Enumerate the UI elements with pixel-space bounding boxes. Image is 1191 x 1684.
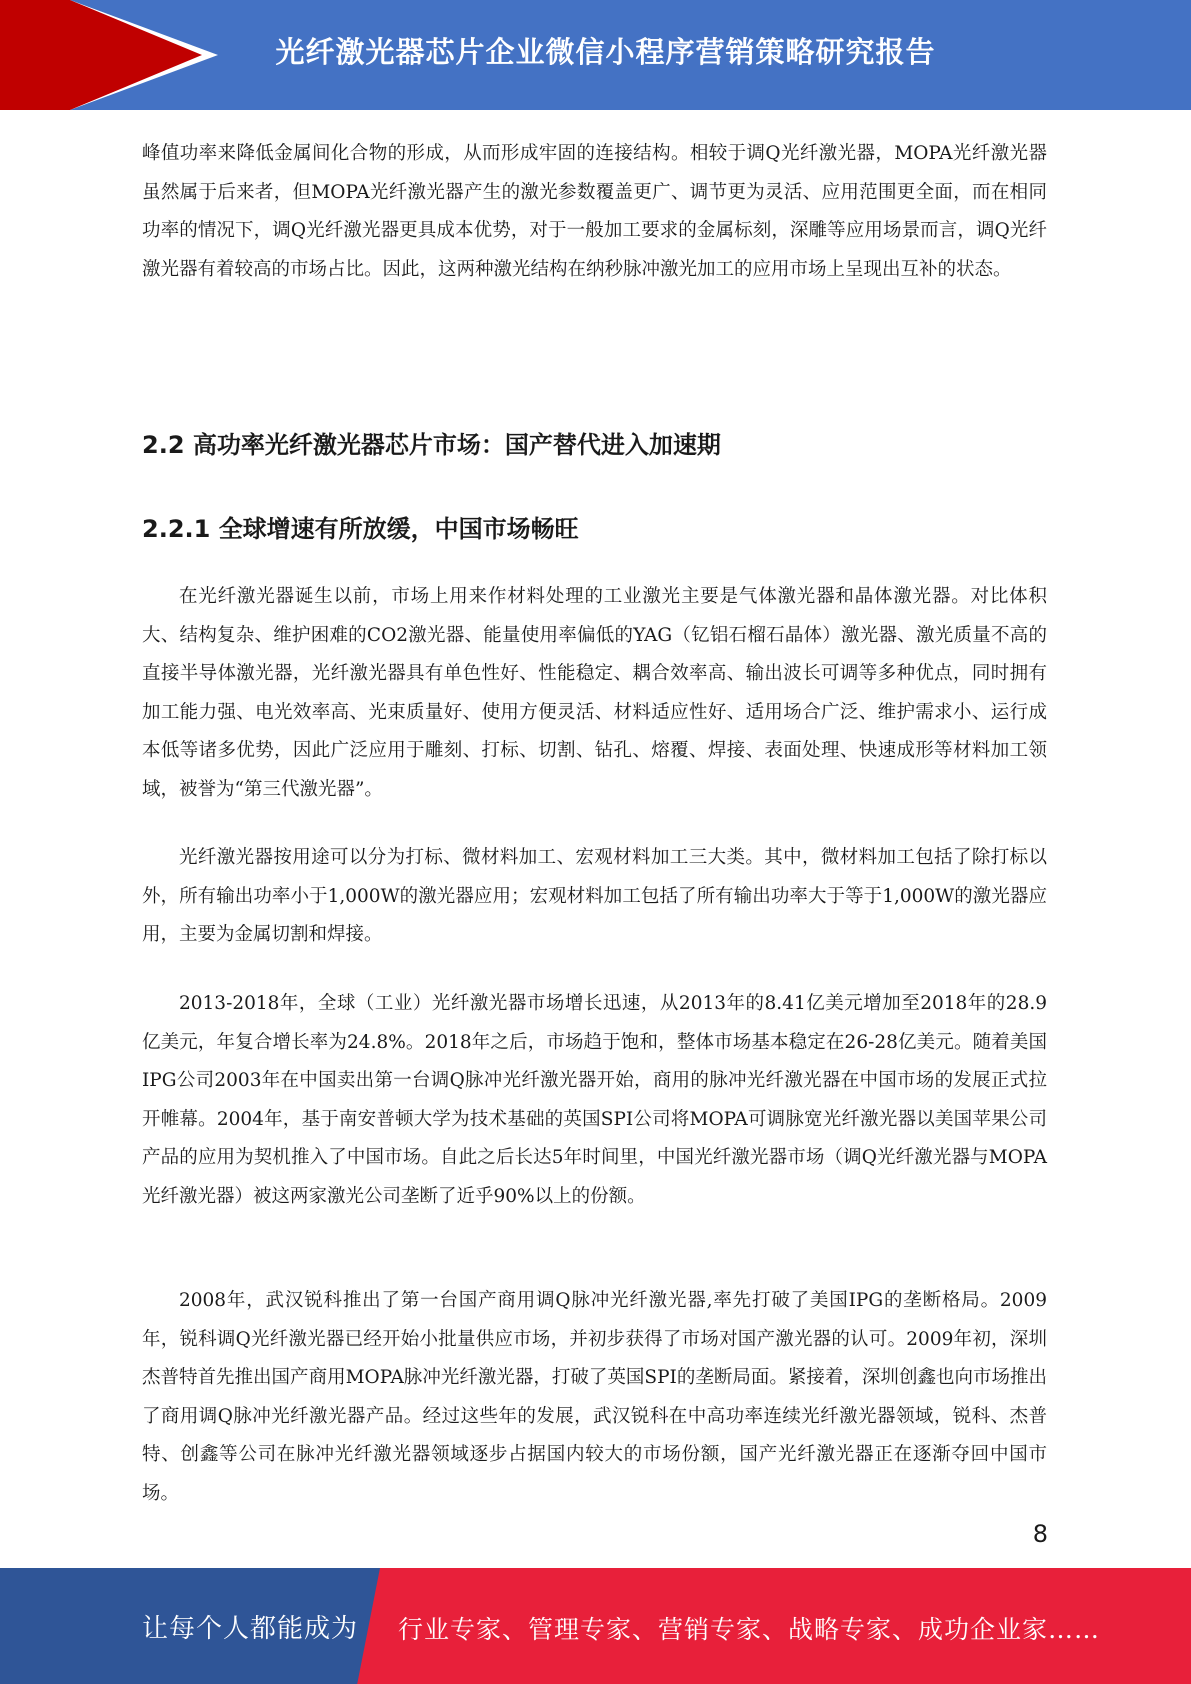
- paragraph: 在光纤激光器诞生以前，市场上用来作材料处理的工业激光主要是气体激光器和晶体激光器。对比体积大、结构复杂、维护困难的CO2激光器、能量使用率偏低的YAG（钇铝石榴石晶体）激光器、激光质量不高的直接半导体激光器，光纤激光器具有单色性好、性能稳定、耦合效率高、输出波长可调等多种优点，同时拥有加工能力强、电光效率高、光束质量好、使用方便灵活、材料适应性好、适用场合广泛、维护需求小、运行成本低等诸多优势，因此广泛应用于雕刻、打标、切割、钻孔、熔覆、焊接、表面处理、快速成形等材料加工领域，被誉为“第三代激光器”。: [142, 586, 1047, 800]
- page-footer: [0, 1568, 1191, 1684]
- page-number: 8: [1032, 1520, 1048, 1548]
- paragraph: 2013-2018年，全球（工业）光纤激光器市场增长迅速，从2013年的8.41亿美元增加至2018年的28.9亿美元，年复合增长率为24.8%。2018年之后，市场趋于饱和，整体市场基本稳定在26-28亿美元。随着美国IPG公司2003年在中国卖出第一台调Q脉冲光纤激光器开始，商用的脉冲光纤激光器在中国市场的发展正式拉开帷幕。2004年，基于南安普顿大学为技术基础的英国SPI公司将MOPA可调脉宽光纤激光器以美国苹果公司产品的应用为契机推入了中国市场。自此之后长达5年时间里，中国光纤激光器市场（调Q光纤激光器与MOPA光纤激光器）被这两家激光公司垄断了近乎90%以上的份额。: [142, 993, 1047, 1207]
- page-header: [0, 0, 1191, 110]
- footer-slogan-right: 行业专家、管理专家、营销专家、战略专家、成功企业家……: [398, 1615, 1101, 1644]
- paragraph: 2008年，武汉锐科推出了第一台国产商用调Q脉冲光纤激光器,率先打破了美国IPG的垄断格局。2009年，锐科调Q光纤激光器已经开始小批量供应市场，并初步获得了市场对国产激光器的认可。2009年初，深圳杰普特首先推出国产商用MOPA脉冲光纤激光器，打破了英国SPI的垄断局面。紧接着，深圳创鑫也向市场推出了商用调Q脉冲光纤激光器产品。经过这些年的发展，武汉锐科在中高功率连续光纤激光器领域，锐科、杰普特、创鑫等公司在脉冲光纤激光器领域逐步占据国内较大的市场份额，国产光纤激光器正在逐渐夺回中国市场。: [142, 1290, 1047, 1504]
- subsection-heading: 2.2.1 全球增速有所放缓，中国市场畅旺: [142, 515, 579, 543]
- body-paragraphs-4: [142, 1282, 1047, 1513]
- report-title: 光纤激光器芯片企业微信小程序营销策略研究报告: [275, 35, 936, 69]
- intro-paragraph: 峰值功率来降低金属间化合物的形成，从而形成牢固的连接结构。相较于调Q光纤激光器，MOPA光纤激光器虽然属于后来者，但MOPA光纤激光器产生的激光参数覆盖更广、调节更为灵活、应用范围更全面，而在相同功率的情况下，调Q光纤激光器更具成本优势，对于一般加工要求的金属标刻，深雕等应用场景而言，调Q光纤激光器有着较高的市场占比。因此，这两种激光结构在纳秒脉冲激光加工的应用市场上呈现出互补的状态。: [142, 143, 1047, 280]
- body-paragraphs: [142, 578, 1047, 809]
- paragraph: 光纤激光器按用途可以分为打标、微材料加工、宏观材料加工三大类。其中，微材料加工包括了除打标以外，所有输出功率小于1,000W的激光器应用；宏观材料加工包括了所有输出功率大于等于1,000W的激光器应用，主要为金属切割和焊接。: [142, 847, 1047, 945]
- footer-slogan-left: 让每个人都能成为: [142, 1614, 359, 1644]
- body-paragraphs-2: [142, 839, 1047, 955]
- body-paragraphs-3: [142, 985, 1047, 1216]
- page-body: [142, 135, 1047, 289]
- section-heading: 2.2 高功率光纤激光器芯片市场：国产替代进入加速期: [142, 431, 721, 459]
